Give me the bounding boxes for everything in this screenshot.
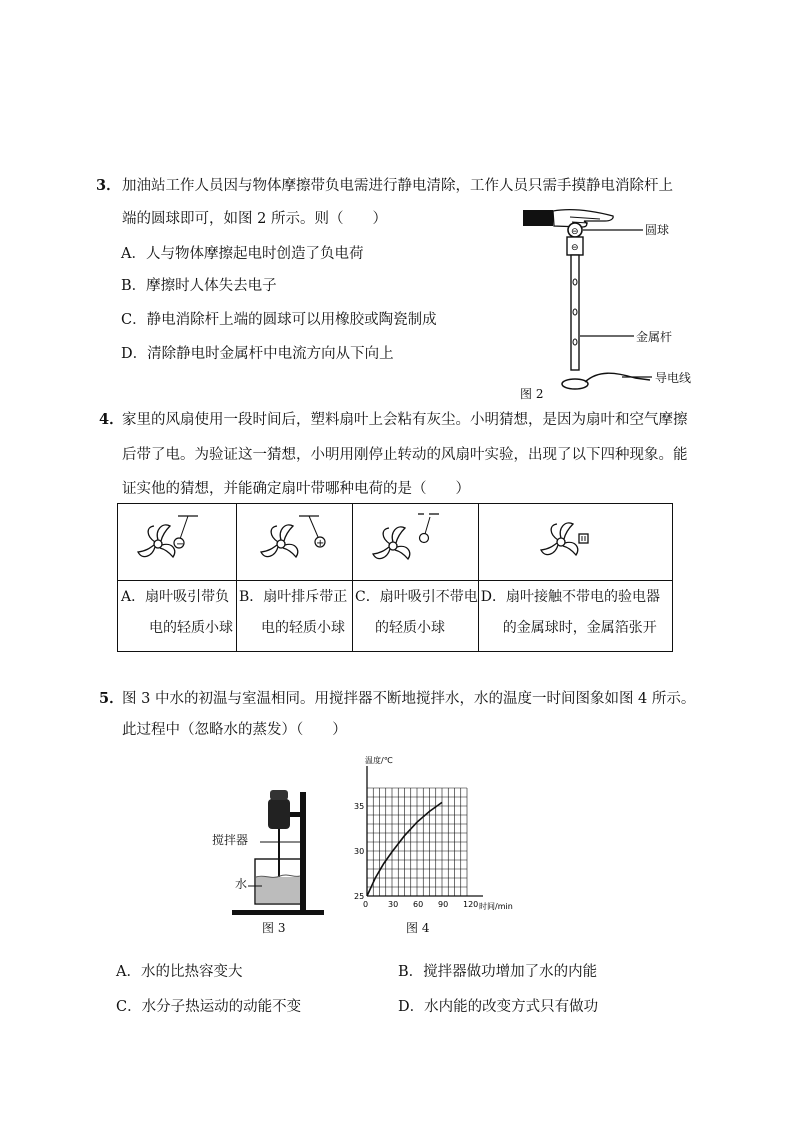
y-tick-label: 30 [354, 847, 365, 856]
q5-option-c[interactable] [116, 997, 301, 1017]
q4-option-b[interactable] [237, 581, 353, 652]
q4-option-d[interactable] [478, 581, 672, 652]
q4-stem-line2: 后带了电。为验证这一猜想，小明用刚停止转动的风扇叶实验，出现了以下四种现象。能 [122, 447, 688, 463]
q5-stem-line2: 此过程中（忽略水的蒸发）（ ） [122, 722, 347, 738]
q3-option-b[interactable] [121, 276, 277, 296]
label-metal-rod: 金属杆 [636, 330, 673, 344]
option-text: 摩擦时人体失去电子 [146, 278, 277, 294]
q5-option-d[interactable] [398, 997, 598, 1017]
option-line2: 电的轻质小球 [149, 620, 233, 636]
water-leader [248, 884, 278, 888]
q4-stem-line1: 家里的风扇使用一段时间后，塑料扇叶上会粘有灰尘。小明猜想，是因为扇叶和空气摩擦 [122, 412, 688, 428]
svg-text:⊖: ⊖ [571, 227, 579, 237]
option-line1: D．扇叶接触不带电的验电器 [480, 589, 660, 605]
x-axis-label: 时间/min [479, 902, 513, 911]
option-line1: B．扇叶排斥带正 [239, 589, 348, 605]
electroscope-icon [579, 534, 588, 543]
motor-icon [268, 799, 290, 829]
y-axis-label: 温度/℃ [365, 756, 393, 765]
metal-rod [571, 255, 579, 370]
option-label: B． [121, 278, 147, 294]
fan-c-icon [353, 504, 476, 576]
label-water: 水 [235, 877, 248, 891]
option-line2: 电的轻质小球 [261, 620, 345, 636]
figure-2-static-rod [510, 200, 710, 395]
water-fill [256, 877, 300, 903]
x-tick-label: 0 [363, 900, 369, 909]
figure-4-caption: 图 4 [406, 921, 430, 935]
fan-a-icon [118, 504, 236, 576]
q3-option-d[interactable] [121, 344, 394, 364]
label-ball: 圆球 [645, 223, 670, 237]
fan-b-icon [237, 504, 352, 576]
option-text: 清除静电时金属杆中电流方向从下向上 [147, 346, 394, 362]
q5-number: 5． [99, 690, 124, 707]
option-line2: 的轻质小球 [375, 620, 445, 636]
stirrer-leader [246, 840, 306, 844]
q5-option-b[interactable] [398, 962, 597, 982]
option-text: 人与物体摩擦起电时创造了负电荷 [145, 246, 364, 262]
q4-image-a[interactable] [118, 504, 237, 581]
q4-image-b[interactable] [237, 504, 353, 581]
x-tick-label: 60 [413, 900, 424, 909]
option-text: 水的比热容变大 [140, 964, 243, 980]
option-label: A． [116, 964, 141, 980]
x-tick-label: 120 [463, 900, 479, 909]
x-tick-label: 30 [388, 900, 399, 909]
stand-base [232, 910, 324, 915]
q4-stem-line3: 证实他的猜想，并能确定扇叶带哪种电荷的是（ ） [122, 481, 470, 497]
q4-options-table [117, 503, 673, 652]
figure-4-temperature-chart [345, 752, 520, 922]
figure-3-stirrer-setup [222, 785, 342, 915]
charge-sign: − [176, 539, 185, 550]
q3-stem-line2: 端的圆球即可，如图 2 所示。则（ ） [122, 211, 387, 227]
svg-text:⊖: ⊖ [571, 243, 579, 253]
q4-number: 4． [99, 411, 124, 428]
option-text: 静电消除杆上端的圆球可以用橡胶或陶瓷制成 [146, 312, 437, 328]
label-ground-wire: 导电线 [655, 371, 692, 385]
q5-stem-line1: 图 3 中水的初温与室温相同。用搅拌器不断地搅拌水，水的温度一时间图象如图 4 所示。 [122, 691, 696, 707]
option-line2: 的金属球时，金属箔张开 [502, 620, 657, 636]
option-text: 搅拌器做功增加了水的内能 [423, 964, 598, 980]
x-tick-label: 90 [438, 900, 449, 909]
q4-image-d[interactable] [478, 504, 672, 581]
ground-wire [585, 373, 650, 382]
q3-option-c[interactable] [121, 310, 437, 330]
charge-sign: + [316, 538, 325, 549]
option-label: C． [121, 312, 147, 328]
rod-base [562, 379, 588, 389]
q3-option-a[interactable] [121, 244, 363, 264]
option-line1: A．扇叶吸引带负 [121, 589, 230, 605]
figure-2-caption: 图 2 [520, 387, 544, 401]
option-text: 水分子热运动的动能不变 [141, 999, 302, 1015]
q4-image-c[interactable] [353, 504, 479, 581]
q3-stem-line1: 加油站工作人员因与物体摩擦带负电需进行静电清除，工作人员只需手摸静电消除杆上 [122, 178, 673, 194]
fan-d-icon [479, 504, 669, 576]
option-text: 水内能的改变方式只有做功 [424, 999, 599, 1015]
option-label: C． [116, 999, 142, 1015]
q3-number: 3． [96, 177, 121, 194]
hand-sleeve [523, 210, 553, 226]
option-label: D． [398, 999, 425, 1015]
label-stirrer: 搅拌器 [212, 833, 249, 847]
q5-option-a[interactable] [116, 962, 242, 982]
figure-3-caption: 图 3 [262, 921, 286, 935]
option-label: B． [398, 964, 424, 980]
q4-option-c[interactable] [353, 581, 479, 652]
y-tick-label: 35 [354, 802, 365, 811]
y-tick-label: 25 [354, 892, 365, 901]
q4-option-a[interactable] [118, 581, 237, 652]
option-label: D． [121, 346, 148, 362]
option-label: A． [121, 246, 146, 262]
option-line1: C．扇叶吸引不带电 [355, 589, 478, 605]
